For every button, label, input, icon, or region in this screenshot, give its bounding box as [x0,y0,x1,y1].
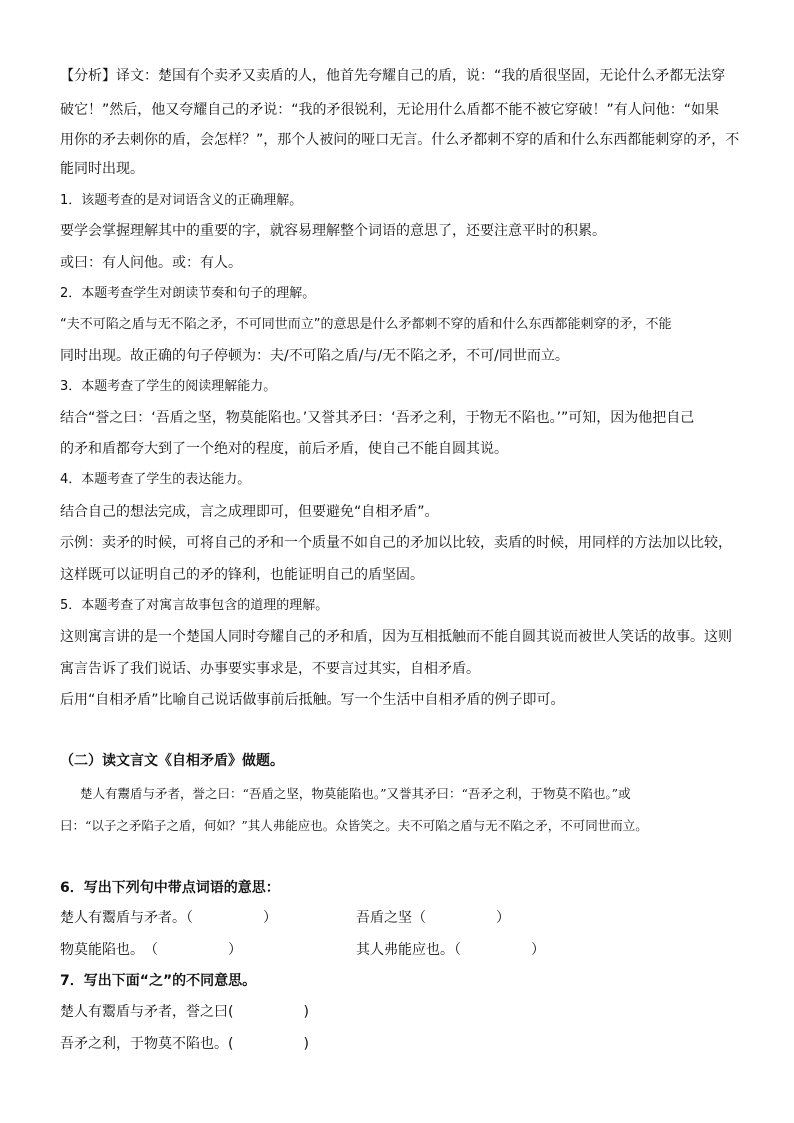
question-7-item-a: 楚人有鬻盾与矛者，誉之曰( ) [60,1004,309,1020]
question-6-item-d: 其人弗能应也。（ ） [356,942,545,958]
question-6-item-c: 物莫能陷也。 （ ） [60,942,242,958]
point-3-text-a: 结合“誉之曰：‘吾盾之坚，物莫能陷也。’又誉其矛曰：‘吾矛之利，于物无不陷也。’”可知，因为他把自己 [60,410,695,426]
point-2-heading: 2．本题考查学生对朗读节奏和句子的理解。 [60,286,316,301]
question-7-item-b: 吾矛之利，于物莫不陷也。( ) [60,1036,309,1052]
question-6-title: 6．写出下列句中带点词语的意思： [60,880,280,896]
analysis-line-2: 破它！”然后，他又夸耀自己的矛说：“我的矛很锐利，无论用什么盾都不能不被它穿破！”有人问他：“如果 [60,102,720,118]
analysis-line-1: 【分析】译文：楚国有个卖矛又卖盾的人，他首先夸耀自己的盾，说：“我的盾很坚固，无论什么矛都无法穿 [60,68,726,84]
analysis-line-3: 用你的矛去刺你的盾，会怎样？”，那个人被问的哑口无言。什么矛都刺不穿的盾和什么东西都能刺穿的矛，不 [60,132,740,148]
point-4-text-a: 结合自己的想法完成，言之成理即可，但要避免“自相矛盾”。 [60,504,439,520]
analysis-line-4: 能同时出现。 [60,161,144,177]
point-4-heading: 4．本题考查了学生的表达能力。 [60,472,251,487]
question-6-item-b: 吾盾之坚（ ） [356,910,510,926]
point-3-heading: 3．本题考查了学生的阅读理解能力。 [60,379,277,394]
point-5-heading: 5．本题考查了对寓言故事包含的道理的理解。 [60,598,329,613]
point-5-text-a: 这则寓言讲的是一个楚国人同时夸耀自己的矛和盾，因为互相抵触而不能自圆其说而被世人笑话的故事。这则 [60,629,732,645]
point-2-text-b: 同时出现。故正确的句子停顿为：夫/不可陷之盾/与/无不陷之矛，不可/同世而立。 [60,348,569,364]
point-4-text-b: 示例：卖矛的时候，可将自己的矛和一个质量不如自己的矛加以比较，卖盾的时候，用同样的方法加以比较， [60,535,732,551]
point-2-text-a: “夫不可陷之盾与无不陷之矛，不可同世而立”的意思是什么矛都刺不穿的盾和什么东西都能刺穿的矛，不能 [60,317,672,332]
question-6-item-a: 楚人有鬻盾与矛者。（ ） [60,910,277,926]
point-1-heading: 1．该题考查的是对词语含义的正确理解。 [60,193,303,208]
point-4-text-c: 这样既可以证明自己的矛的锋利，也能证明自己的盾坚固。 [60,567,424,583]
point-5-text-c: 后用“自相矛盾”比喻自己说话做事前后抵触。写一个生活中自相矛盾的例子即可。 [60,692,565,708]
section-2-title: （二）读文言文《自相矛盾》做题。 [60,753,284,769]
point-1-text-a: 要学会掌握理解其中的重要的字，就容易理解整个词语的意思了，还要注意平时的积累。 [60,223,606,239]
point-3-text-b: 的矛和盾都夸大到了一个绝对的程度，前后矛盾，使自己不能自圆其说。 [60,441,508,457]
classical-text-line-2: 曰：“以子之矛陷子之盾，何如？”其人弗能应也。众皆笑之。夫不可陷之盾与无不陷之矛，不可同世而立。 [60,818,648,833]
point-5-text-b: 寓言告诉了我们说话、办事要实事求是，不要言过其实，自相矛盾。 [60,661,480,677]
point-1-text-b: 或曰：有人问他。或：有人。 [60,255,242,271]
question-7-title: 7．写出下面“之”的不同意思。 [60,973,257,989]
classical-text-line-1: 楚人有鬻盾与矛者，誉之曰：“吾盾之坚，物莫能陷也。”又誉其矛曰：“吾矛之利，于物莫不陷也。”或 [80,786,631,801]
